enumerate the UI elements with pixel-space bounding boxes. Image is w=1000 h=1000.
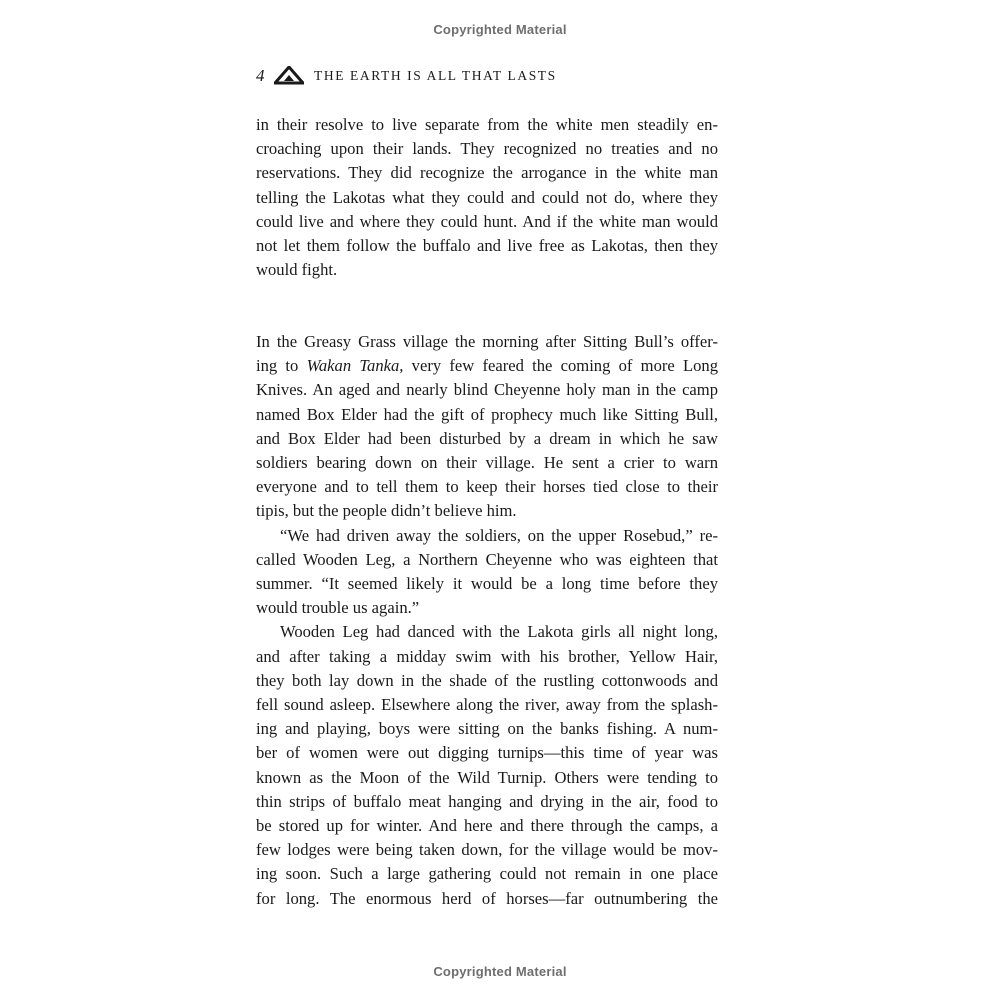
text-line: Knives. An aged and nearly blind Cheyenne holy man in the camp bbox=[256, 380, 718, 400]
section-1-text bbox=[256, 113, 718, 282]
text-line: not let them follow the buffalo and live free as Lakotas, then they bbox=[256, 236, 718, 256]
tipi-icon bbox=[274, 66, 304, 86]
text-line: tipis, but the people didn’t believe him. bbox=[256, 501, 517, 521]
text-line: summer. “It seemed likely it would be a long time before they bbox=[256, 574, 718, 594]
text-line: In the Greasy Grass village the morning after Sitting Bull’s offer- bbox=[256, 332, 718, 351]
text-line: in their resolve to live separate from the white men steadily en- bbox=[256, 115, 718, 134]
text-line: thin strips of buffalo meat hanging and drying in the air, food to bbox=[256, 791, 718, 811]
text-line: soldiers bearing down on their village. He sent a crier to warn bbox=[256, 453, 718, 473]
copyright-watermark-bottom: Copyrighted Material bbox=[433, 964, 567, 979]
paragraph bbox=[256, 620, 718, 910]
italic-term: Wakan Tanka, bbox=[306, 356, 404, 376]
text-line: reservations. They did recognize the arrogance in the white man bbox=[256, 163, 718, 183]
text-fragment: ing to bbox=[256, 356, 307, 376]
text-line: for long. The enormous herd of horses—far outnumbering the bbox=[256, 888, 718, 908]
text-line: everyone and to tell them to keep their horses tied close to their bbox=[256, 477, 718, 497]
text-fragment: very few feared the coming of more Long bbox=[403, 356, 719, 376]
paragraph bbox=[256, 524, 718, 621]
text-line: ing and playing, boys were sitting on the banks fishing. A num- bbox=[256, 719, 718, 739]
text-line: would fight. bbox=[256, 260, 338, 280]
text-line: Wooden Leg had danced with the Lakota girls all night long, bbox=[280, 622, 718, 642]
running-head bbox=[256, 64, 557, 88]
text-line: be stored up for winter. And here and there through the camps, a bbox=[256, 816, 718, 836]
text-line: fell sound asleep. Elsewhere along the river, away from the splash- bbox=[256, 695, 718, 715]
text-line: telling the Lakotas what they could and could not do, where they bbox=[256, 187, 718, 207]
text-line: they both lay down in the shade of the rustling cottonwoods and bbox=[256, 670, 718, 690]
text-line: known as the Moon of the Wild Turnip. Others were tending to bbox=[256, 767, 718, 787]
running-head-title: THE EARTH IS ALL THAT LASTS bbox=[314, 68, 557, 83]
text-line: and after taking a midday swim with his brother, Yellow Hair, bbox=[256, 646, 718, 666]
text-line: ber of women were out digging turnips—this time of year was bbox=[256, 743, 718, 763]
text-line: could live and where they could hunt. And if the white man would bbox=[256, 211, 718, 231]
copyright-watermark-top: Copyrighted Material bbox=[433, 22, 567, 37]
text-line: would trouble us again.” bbox=[256, 598, 420, 618]
page-number: 4 bbox=[256, 66, 265, 85]
text-line: called Wooden Leg, a Northern Cheyenne who was eighteen that bbox=[256, 549, 718, 569]
paragraph bbox=[256, 330, 718, 524]
text-line: ing soon. Such a large gathering could not remain in one place bbox=[256, 864, 718, 884]
text-line: few lodges were being taken down, for the village would be mov- bbox=[256, 840, 718, 860]
text-line: named Box Elder had the gift of prophecy much like Sitting Bull, bbox=[256, 404, 718, 424]
text-line bbox=[256, 354, 718, 378]
section-2-text bbox=[256, 330, 718, 911]
text-line: croaching upon their lands. They recognized no treaties and no bbox=[256, 139, 718, 159]
text-line: and Box Elder had been disturbed by a dream in which he saw bbox=[256, 428, 718, 448]
text-line: “We had driven away the soldiers, on the upper Rosebud,” re- bbox=[280, 525, 718, 545]
